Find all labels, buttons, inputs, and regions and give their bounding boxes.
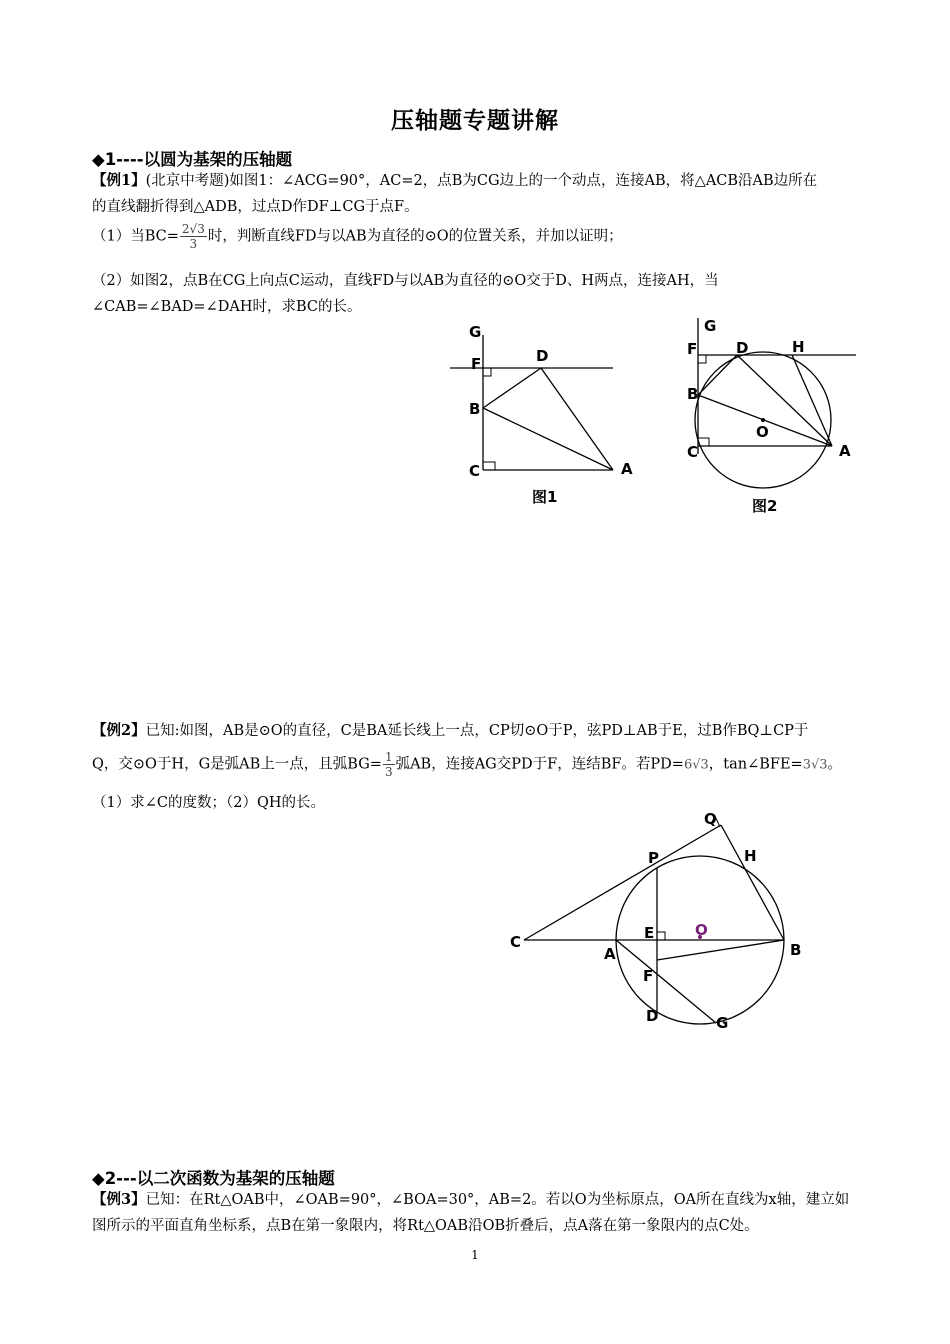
example-3-tag: 【例3】 bbox=[92, 1191, 146, 1208]
tan-value: 3√3 bbox=[802, 757, 828, 773]
label-b: B bbox=[469, 400, 481, 418]
section-heading-1: ◆1----以圆为基架的压轴题 bbox=[92, 150, 293, 169]
figure-1 bbox=[440, 315, 660, 515]
example-2-questions: （1）求∠C的度数；（2）QH的长。 bbox=[92, 795, 325, 811]
label-b: B bbox=[687, 385, 699, 403]
figure-2-caption: 图2 bbox=[752, 497, 778, 515]
page-title: 压轴题专题讲解 bbox=[391, 108, 559, 134]
label-a: A bbox=[839, 442, 851, 460]
figure-1-caption: 图1 bbox=[532, 488, 558, 506]
pd-value: 6√3 bbox=[683, 757, 709, 773]
example-2-line-2: Q，交⊙O于H，G是弧AB上一点，且弧BG= $\frac{1}{3}$ 弧AB，连接AG交PD于F，连结BF。若PD=6√3，tan∠BFE=3√3。 bbox=[92, 750, 843, 779]
example-1-line-1: 【例1】(北京中考题)如图1：∠ACG=90°，AC=2，点B为CG边上的一个动点，连接AB，将△ACB沿AB边所在 bbox=[92, 172, 818, 189]
label-e: E bbox=[644, 924, 655, 942]
label-g: G bbox=[704, 317, 717, 335]
section-heading-2: ◆2---以二次函数为基架的压轴题 bbox=[92, 1169, 335, 1188]
label-f: F bbox=[687, 340, 698, 358]
fraction: $\frac{2√3}{3}$ bbox=[181, 222, 205, 251]
fraction: $\frac{1}{3}$ bbox=[384, 750, 393, 779]
label-a: A bbox=[604, 945, 616, 963]
example-2-tag: 【例2】 bbox=[92, 722, 146, 739]
example-1-question-1: （1）当BC= $\frac{2√3}{3}$ 时，判断直线FD与以AB为直径的⊙O的位置关系，并加以证明； bbox=[92, 222, 623, 251]
label-c: C bbox=[469, 462, 481, 480]
label-o: O bbox=[695, 921, 708, 939]
label-g: G bbox=[469, 323, 482, 341]
example-1-question-2: （2）如图2，点B在CG上向点C运动，直线FD与以AB为直径的⊙O交于D、H两点，连接AH，当 ∠CAB=∠BAD=∠DAH时，求BC的长。 bbox=[92, 273, 719, 315]
figure-2 bbox=[682, 310, 872, 520]
example-1-line-2: 的直线翻折得到△ADB，过点D作DF⊥CG于点F。 bbox=[92, 199, 419, 215]
label-p: P bbox=[648, 849, 659, 867]
label-b: B bbox=[790, 941, 802, 959]
example-1 bbox=[92, 168, 872, 220]
label-o: O bbox=[756, 423, 769, 441]
label-a: A bbox=[621, 460, 633, 478]
page-number: 1 bbox=[471, 1248, 479, 1262]
figure-3 bbox=[500, 805, 820, 1035]
example-3-line-2: 图所示的平面直角坐标系，点B在第一象限内，将Rt△OAB沿OB折叠后，点A落在第一象限内的点C处。 bbox=[92, 1218, 759, 1234]
label-h: H bbox=[792, 338, 805, 356]
label-f: F bbox=[471, 355, 482, 373]
label-g: G bbox=[716, 1014, 729, 1032]
label-h: H bbox=[744, 847, 757, 865]
label-c: C bbox=[510, 933, 522, 951]
example-2-line-1: 【例2】已知:如图，AB是⊙O的直径，C是BA延长线上一点，CP切⊙O于P，弦PD⊥AB于E，过B作BQ⊥CP于 bbox=[92, 722, 809, 739]
label-f: F bbox=[643, 967, 654, 985]
label-d: D bbox=[536, 347, 549, 365]
label-d: D bbox=[736, 339, 749, 357]
label-d: D bbox=[646, 1007, 659, 1025]
label-q: Q bbox=[704, 810, 717, 828]
example-3 bbox=[92, 1187, 882, 1239]
example-3-line-1: 【例3】已知：在Rt△OAB中，∠OAB=90°，∠BOA=30°，AB=2。若以O为坐标原点，OA所在直线为x轴，建立如 bbox=[92, 1191, 850, 1208]
example-1-tag: 【例1】 bbox=[92, 172, 146, 189]
label-c: C bbox=[687, 443, 699, 461]
